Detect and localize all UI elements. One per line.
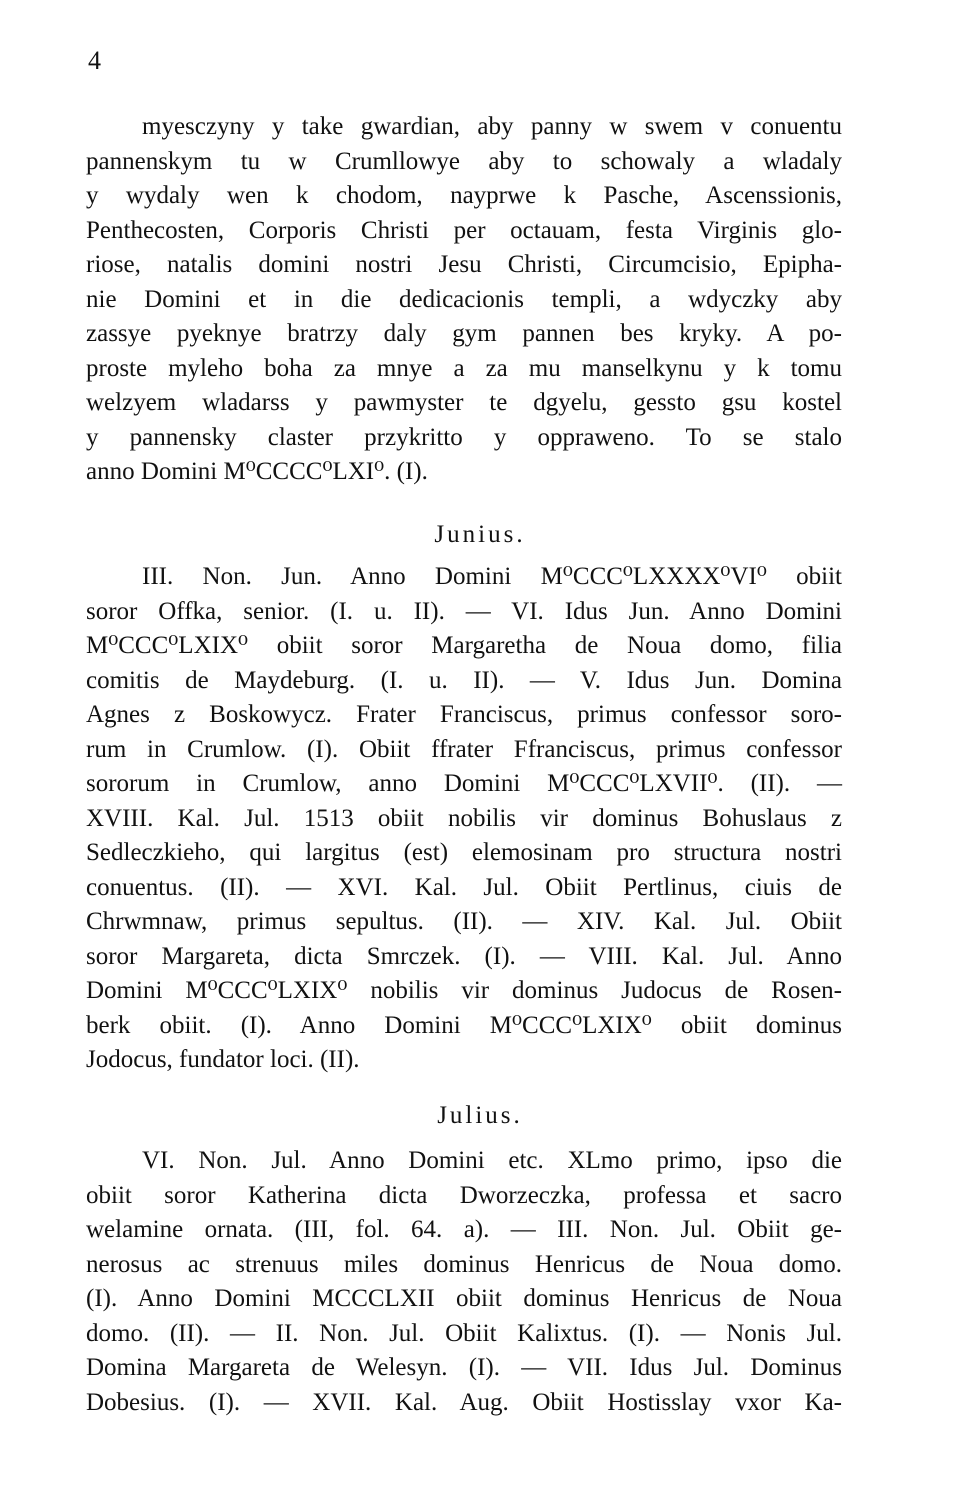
text-line: Domina Margareta de Welesyn. (I). — VII. Idus Jul. Dominus — [86, 1354, 842, 1381]
text-line: myesczyny y take gwardian, aby panny w swem v conuentu — [142, 113, 842, 140]
text-line: riose, natalis domini nostri Jesu Christi, Circumcisio, Epipha- — [86, 251, 842, 278]
text-line: nie Domini et in die dedicacionis templi, a wdyczky aby — [86, 285, 842, 313]
text-line: (I). Anno Domini MCCCLXII obiit dominus Henricus de Noua — [86, 1285, 842, 1312]
text-line: XVIII. Kal. Jul. 1513 obiit nobilis vir dominus Bohuslaus z — [86, 804, 842, 832]
text-line: Chrwmnaw, primus sepultus. (II). — XIV. Kal. Jul. Obiit — [86, 908, 842, 935]
text-line: Sedleczkieho, qui largitus (est) elemosinam pro structura nostri — [86, 839, 842, 866]
paragraph-charter-text — [86, 110, 842, 490]
text-line: VI. Non. Jul. Anno Domini etc. XLmo primo, ipso die — [142, 1147, 842, 1174]
text-line: soror Offka, senior. (I. u. II). — VI. Idus Jun. Anno Domini — [86, 597, 842, 625]
text-line: y pannensky claster przykritto y oppraweno. To se stalo — [86, 423, 842, 451]
text-line: y wydaly wen k chodom, nayprwe k Pasche, Ascenssionis, — [86, 182, 842, 209]
paragraph-junius-entries — [86, 560, 842, 1078]
text-line: Jodocus, fundator loci. (II). — [86, 1046, 360, 1073]
text-line: Dobesius. (I). — XVII. Kal. Aug. Obiit Hostisslay vxor Ka- — [86, 1388, 842, 1416]
month-heading-junius: Junius. — [434, 521, 526, 548]
text-line: obiit soror Katherina dicta Dworzeczka, professa et sacro — [86, 1181, 842, 1209]
text-line: soror Margareta, dicta Smrczek. (I). — VIII. Kal. Jul. Anno — [86, 942, 842, 970]
text-line: domo. (II). — II. Non. Jul. Obiit Kalixtus. (I). — Nonis Jul. — [86, 1319, 842, 1347]
text-line: Domini M⁰CCC⁰LXIX⁰ nobilis vir dominus Judocus de Rosen- — [86, 977, 842, 1004]
text-line: rum in Crumlow. (I). Obiit ffrater Ffranciscus, primus confessor — [86, 735, 842, 763]
text-line: zassye pyeknye bratrzy daly gym pannen bes kryky. A po- — [86, 320, 842, 347]
text-line: pannenskym tu w Crumllowye aby to schowaly a wladaly — [86, 147, 842, 175]
text-line: comitis de Maydeburg. (I. u. II). — V. Idus Jun. Domina — [86, 666, 842, 694]
text-line: nerosus ac strenuus miles dominus Henricus de Noua domo. — [86, 1250, 842, 1278]
paragraph-julius-entries — [86, 1144, 842, 1420]
month-heading-julius: Julius. — [437, 1102, 523, 1129]
page-number: 4 — [88, 46, 101, 75]
text-line: berk obiit. (I). Anno Domini M⁰CCC⁰LXIX⁰ obiit dominus — [86, 1011, 842, 1039]
text-line: welamine ornata. (III, fol. 64. a). — III. Non. Jul. Obiit ge- — [86, 1216, 842, 1243]
text-line: proste myleho boha za mnye a za mu manselkynu y k tomu — [86, 354, 842, 382]
text-line: Agnes z Boskowycz. Frater Franciscus, primus confessor soro- — [86, 701, 842, 728]
text-line: Penthecosten, Corporis Christi per octauam, festa Virginis glo- — [86, 216, 842, 244]
text-line: III. Non. Jun. Anno Domini M⁰CCC⁰LXXXX⁰VI⁰ obiit — [142, 563, 842, 590]
text-line: welzyem wladarss y pawmyster te dgyelu, gessto gsu kostel — [86, 389, 842, 416]
text-line: conuentus. (II). — XVI. Kal. Jul. Obiit Pertlinus, ciuis de — [86, 873, 842, 901]
text-line: M⁰CCC⁰LXIX⁰ obiit soror Margaretha de Noua domo, filia — [86, 632, 842, 659]
text-line: sororum in Crumlow, anno Domini M⁰CCC⁰LXVII⁰. (II). — — [86, 770, 842, 797]
text-line: anno Domini M⁰CCCC⁰LXI⁰. (I). — [86, 458, 428, 485]
